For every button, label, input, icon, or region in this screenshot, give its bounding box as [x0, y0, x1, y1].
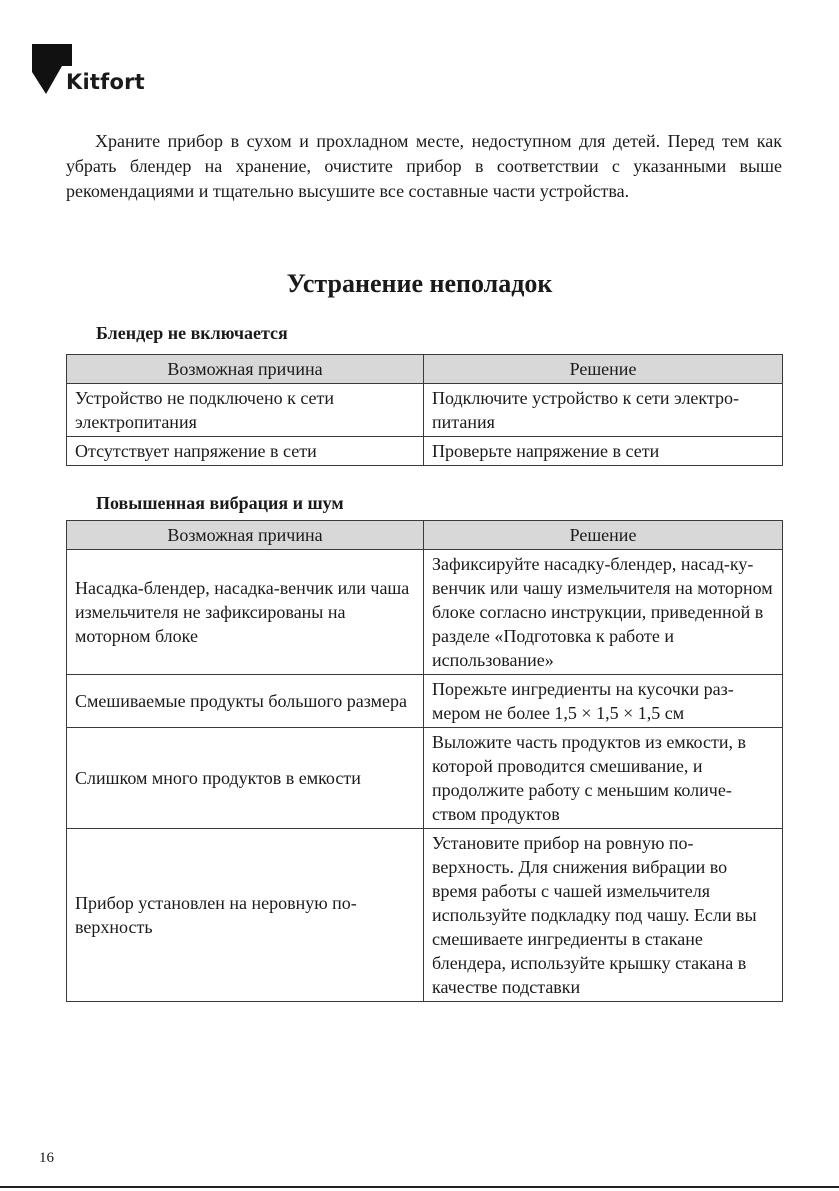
table-row	[67, 728, 783, 829]
column-header-cause: Возможная причина	[67, 355, 424, 384]
table-header-row	[67, 355, 783, 384]
table-row	[67, 550, 783, 675]
footer-divider	[0, 1186, 839, 1188]
cause-cell: Устройство не подключено к сети электропитания	[67, 384, 424, 437]
column-header-cause: Возможная причина	[67, 521, 424, 550]
cause-cell: Прибор установлен на неровную по-верхность	[67, 829, 424, 1002]
table-row	[67, 384, 783, 437]
cause-cell: Смешиваемые продукты большого размера	[67, 675, 424, 728]
column-header-solution: Решение	[424, 521, 783, 550]
table1-heading: Блендер не включается	[96, 323, 288, 343]
cause-cell: Отсутствует напряжение в сети	[67, 437, 424, 466]
cause-cell: Слишком много продуктов в емкости	[67, 728, 424, 829]
column-header-solution: Решение	[424, 355, 783, 384]
table2-heading: Повышенная вибрация и шум	[96, 493, 344, 513]
table-row	[67, 437, 783, 466]
table-row	[67, 829, 783, 1002]
brand-name: Kitfort	[66, 70, 145, 94]
cause-cell: Насадка-блендер, насадка-венчик или чаша измельчителя не зафиксированы на моторном блоке	[67, 550, 424, 675]
solution-cell: Порежьте ингредиенты на кусочки раз-мером не более 1,5 × 1,5 × 1,5 см	[424, 675, 783, 728]
kitfort-logo	[32, 44, 145, 100]
section-title: Устранение неполадок	[286, 269, 553, 298]
table-row	[67, 675, 783, 728]
solution-cell: Зафиксируйте насадку-блендер, насад-ку-венчик или чашу измельчителя на моторном блоке согласно инструкции, приведенной в разделе «Подготовка к работе и использование»	[424, 550, 783, 675]
solution-cell: Выложите часть продуктов из емкости, в которой проводится смешивание, и продолжите работу с меньшим количе-ством продуктов	[424, 728, 783, 829]
page-number: 16	[39, 1150, 54, 1166]
troubleshooting-table-vibration	[66, 520, 783, 1002]
solution-cell: Проверьте напряжение в сети	[424, 437, 783, 466]
storage-paragraph: Храните прибор в сухом и прохладном месте, недоступном для детей. Перед тем как убрать блендер на хранение, очистите прибор в соответствии с указанными выше рекомендациями и тщательно высушите все составные части устройства.	[66, 131, 782, 201]
solution-cell: Установите прибор на ровную по-верхность. Для снижения вибрации во время работы с чашей измельчителя используйте подкладку под чашу. Если вы смешиваете ингредиенты в стакане блендера, используйте крышку стакана в качестве подставки	[424, 829, 783, 1002]
troubleshooting-table-power	[66, 354, 783, 466]
solution-cell: Подключите устройство к сети электро-питания	[424, 384, 783, 437]
table-header-row	[67, 521, 783, 550]
